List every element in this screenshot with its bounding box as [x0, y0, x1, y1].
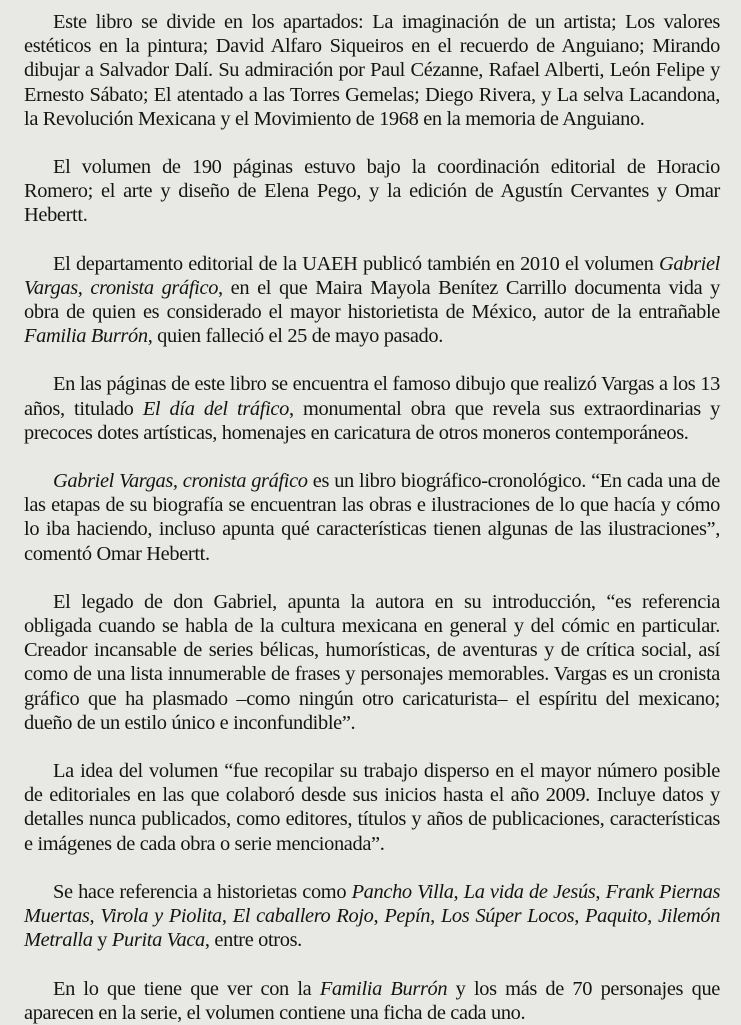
- body-text: es un libro biográfico-cronológico. “En cada una de las etapas de su biografía se encuentran las obras e ilustraciones de lo que hacía y cómo lo iba haciendo, incluso apunta qué características tienen algunas de las ilustraciones”, comentó Omar Hebertt.: [24, 470, 721, 565]
- body-text: Este libro se divide en los apartados: La imaginación de un artista; Los valores estéticos en la pintura; David Alfaro Siqueiros en el recuerdo de Anguiano; Mirando dibujar a Salvador Dalí. Su admiración por Paul Cézanne, Rafael Alberti, León Felipe y Ernesto Sábato; El atentado a las Torres Gemelas; Diego Rivera, y La selva Lacandona, la Revolución Mexicana y el Movimiento de 1968 en la memoria de Anguiano.: [24, 11, 720, 130]
- paragraph-volumen-credits: [24, 155, 720, 228]
- body-text: ,: [89, 905, 101, 928]
- body-text: El volumen de 190 páginas estuvo bajo la coordinación editorial de Horacio Romero; el arte y diseño de Elena Pego, y la edición de Agustín Cervantes y Omar Hebertt.: [24, 156, 720, 227]
- paragraph-uaeh-publication: [24, 252, 720, 349]
- italic-title-text: Familia Burrón: [24, 325, 148, 348]
- body-text: , quien falleció el 25 de mayo pasado.: [147, 325, 443, 348]
- paragraph-historietas: [24, 880, 720, 953]
- italic-title-text: Purita Vaca: [111, 929, 205, 952]
- body-text: , entre otros.: [204, 929, 302, 952]
- italic-title-text: Frank Piernas Muertas: [24, 880, 721, 928]
- italic-title-text: Gabriel Vargas, cronista gráfico: [53, 470, 308, 493]
- italic-title-text: El caballero Rojo: [232, 905, 374, 928]
- body-text: Se hace referencia a historietas como: [53, 880, 352, 903]
- italic-title-text: Jilemón Metralla: [24, 905, 721, 952]
- body-text: La idea del volumen “fue recopilar su trabajo disperso en el mayor número posible de editoriales en las que colaboró desde sus inicios hasta el año 2009. Incluye datos y detalles nunca publicados, como editores, títulos y años de publicaciones, características e imágenes de cada obra o serie mencionada”.: [24, 760, 720, 855]
- italic-title-text: Pepín: [384, 905, 431, 928]
- italic-title-text: Pancho Villa: [351, 880, 454, 903]
- body-text: ,: [647, 905, 658, 928]
- paragraph-apartados: [24, 10, 720, 131]
- body-text: y: [92, 929, 112, 952]
- body-text: y los más de 70 personajes que aparecen en la serie, el volumen contiene una ficha de cada uno.: [24, 977, 720, 1024]
- italic-title-text: El día del tráfico: [142, 397, 289, 420]
- italic-title-text: La vida de Jesús: [463, 880, 596, 903]
- italic-title-text: Los Súper Locos: [440, 905, 575, 928]
- italic-title-text: Familia Burrón: [319, 977, 448, 1000]
- body-text: El legado de don Gabriel, apunta la autora en su introducción, “es referencia obligada cuando se habla de la cultura mexicana en general y del cómic en particular. Creador incansable de series bélicas, humorísticas, de aventuras y de crítica social, así como de una lista innumerable de frases y personajes memorables. Vargas es un cronista gráfico que ha plasmado –como ningún otro caricaturista– el espíritu del mexicano; dueño de un estilo único e inconfundible”.: [24, 590, 720, 734]
- body-text: ,: [574, 905, 586, 928]
- paragraph-biografico-cronologico: [24, 469, 720, 566]
- italic-title-text: Virola y Piolita: [100, 905, 222, 928]
- paragraph-dia-del-trafico: [24, 372, 720, 445]
- paragraph-familia-burron: [24, 977, 720, 1025]
- body-text: ,: [453, 880, 464, 903]
- body-text: ,: [373, 905, 385, 928]
- body-text: El departamento editorial de la UAEH publicó también en 2010 el volumen: [53, 252, 660, 275]
- body-text: , monumental obra que revela sus extraordinarias y precoces dotes artísticas, homenajes en caricatura de otros moneros contemporáneos.: [24, 397, 721, 444]
- body-text: En lo que tiene que ver con la: [53, 977, 320, 1000]
- body-text: En las páginas de este libro se encuentra el famoso dibujo que realizó Vargas a los 13 años, titulado: [24, 373, 720, 420]
- italic-title-text: Gabriel Vargas, cronista gráfico: [24, 252, 720, 299]
- body-text: , en el que Maira Mayola Benítez Carrillo documenta vida y obra de quien es considerado el mayor historietista de México, autor de la entrañable: [24, 276, 720, 324]
- paragraph-legado: [24, 590, 720, 735]
- body-text: ,: [595, 880, 606, 903]
- italic-title-text: Paquito: [585, 905, 648, 928]
- body-text: ,: [221, 905, 233, 928]
- body-text: ,: [430, 905, 441, 928]
- paragraph-idea-del-volumen: [24, 759, 720, 856]
